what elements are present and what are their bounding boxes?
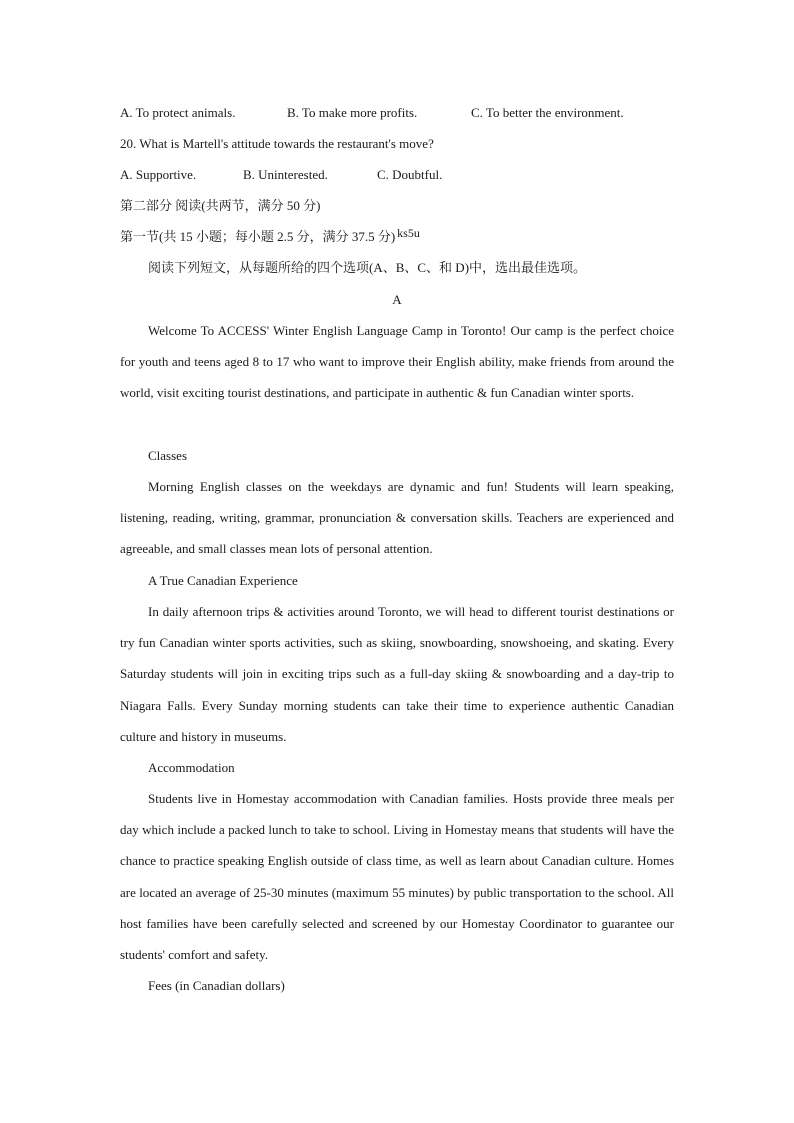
accommodation-paragraph: [120, 783, 674, 970]
fees-heading: Fees (in Canadian dollars): [148, 978, 285, 993]
accommodation-text: Students live in Homestay accommodation with Canadian families. Hosts provide three meals per day which include a packed lunch to take to school. Living in Homestay means that students will have the chance to practice speaking English outside of class time, as well as learn about Canadian culture. Homes are located an average of 25-30 minutes (maximum 55 minutes) by public transportation to the school. All host families have been carefully selected and screened by our Homestay Coordinator to guarantee our students' comfort and safety.: [120, 791, 674, 963]
q20-option-a: A. Supportive.: [120, 167, 197, 182]
section1-mark: ks5u: [397, 226, 420, 240]
q19-option-c: C. To better the environment.: [471, 105, 624, 120]
intro-text: Welcome To ACCESS' Winter English Language Camp in Toronto! Our camp is the perfect choice for youth and teens aged 8 to 17 who want to improve their English ability, make friends from around the world, visit exciting tourist destinations, and participate in authentic & fun Canadian winter sports.: [120, 323, 674, 401]
experience-text: In daily afternoon trips & activities around Toronto, we will head to different tourist destinations or try fun Canadian winter sports activities, such as skiing, snowboarding, snowshoeing, and skating. Every Saturday students will join in exciting trips such as a full-day skiing & snowboarding and a day-trip to Niagara Falls. Every Sunday morning students can take their time to experience authentic Canadian culture and history in museums.: [120, 604, 674, 744]
section1-title-text: 第一节(共 15 小题；每小题 2.5 分，满分 37.5 分): [120, 229, 396, 244]
q20-question: 20. What is Martell's attitude towards the restaurant's move?: [120, 136, 434, 151]
classes-paragraph: [120, 471, 674, 565]
q20-option-b: B. Uninterested.: [243, 167, 328, 182]
instructions: 阅读下列短文，从每题所给的四个选项(A、B、C、和 D)中，选出最佳选项。: [148, 260, 587, 275]
q19-option-a: A. To protect animals.: [120, 105, 236, 120]
q20-option-c: C. Doubtful.: [377, 167, 443, 182]
section1-title: [120, 226, 420, 245]
accommodation-heading: Accommodation: [148, 760, 235, 775]
passage-label: A: [392, 292, 402, 307]
experience-paragraph: [120, 596, 674, 752]
part2-title: 第二部分 阅读(共两节，满分 50 分): [120, 198, 321, 213]
q19-option-b: B. To make more profits.: [287, 105, 418, 120]
intro-paragraph: [120, 315, 674, 409]
classes-heading: Classes: [148, 448, 187, 463]
experience-heading: A True Canadian Experience: [148, 573, 298, 588]
classes-text: Morning English classes on the weekdays are dynamic and fun! Students will learn speaking, listening, reading, writing, grammar, pronunciation & conversation skills. Teachers are experienced and agreeable, and small classes mean lots of personal attention.: [120, 479, 674, 557]
